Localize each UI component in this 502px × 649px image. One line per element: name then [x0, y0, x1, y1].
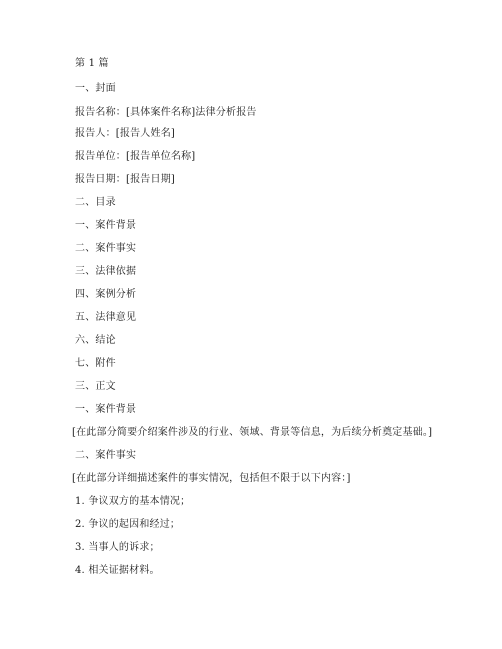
body-text: 报告人：[报告人姓名]: [75, 128, 176, 139]
list-item: 2. 争议的起因和经过；: [75, 519, 181, 530]
toc-item: 四、案例分析: [75, 289, 137, 300]
list-item: 4. 相关证据材料。: [75, 565, 160, 576]
body-text: 报告单位：[报告单位名称]: [75, 151, 196, 162]
toc-item: 五、法律意见: [75, 312, 137, 323]
section-heading: 第 1 篇: [75, 58, 109, 69]
section-heading: 一、封面: [75, 83, 116, 94]
toc-item: 三、法律依据: [75, 266, 137, 277]
subsection-heading: 二、案件事实: [75, 450, 137, 461]
list-item: 1. 争议双方的基本情况；: [75, 496, 191, 507]
body-text: 报告名称：[具体案件名称]法律分析报告: [75, 107, 257, 118]
list-item: 3. 当事人的诉求；: [75, 542, 160, 553]
subsection-heading: 一、案件背景: [75, 404, 137, 415]
toc-item: 六、结论: [75, 335, 116, 346]
section-heading: 二、目录: [75, 197, 116, 208]
section-heading: 三、正文: [75, 381, 116, 392]
toc-item: 七、附件: [75, 358, 116, 369]
body-text: 报告日期：[报告日期]: [75, 174, 176, 185]
toc-item: 一、案件背景: [75, 220, 137, 231]
body-text: [在此部分简要介绍案件涉及的行业、领域、背景等信息，为后续分析奠定基础。]: [72, 427, 433, 438]
body-text: [在此部分详细描述案件的事实情况，包括但不限于以下内容：]: [72, 473, 351, 484]
toc-item: 二、案件事实: [75, 243, 137, 254]
